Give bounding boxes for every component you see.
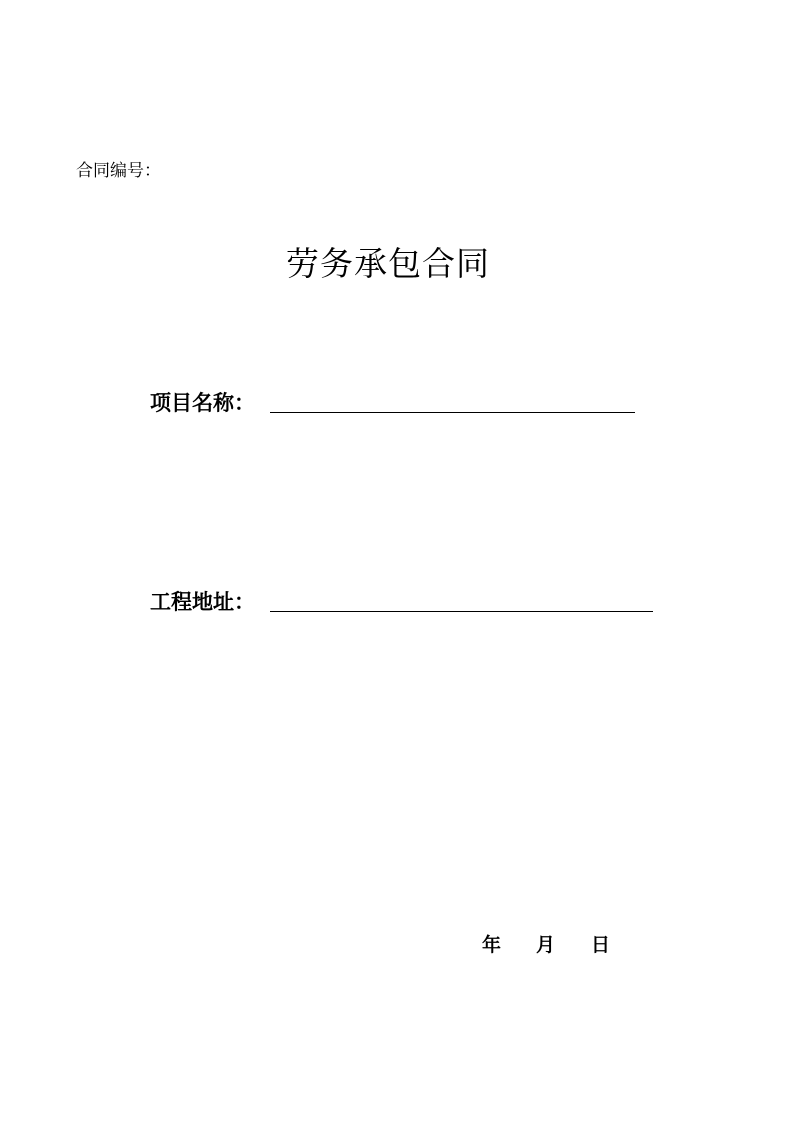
date-day-label: 日 (591, 934, 611, 956)
project-address-blank-line (270, 611, 653, 612)
document-title: 劳务承包合同 (286, 244, 490, 283)
project-name-label: 项目名称： (150, 391, 255, 415)
date-year-label: 年 (482, 934, 502, 956)
project-address-label: 工程地址： (150, 590, 255, 614)
date-month-label: 月 (536, 934, 556, 956)
project-name-blank-line (270, 412, 635, 413)
contract-number-label: 合同编号： (76, 161, 161, 181)
